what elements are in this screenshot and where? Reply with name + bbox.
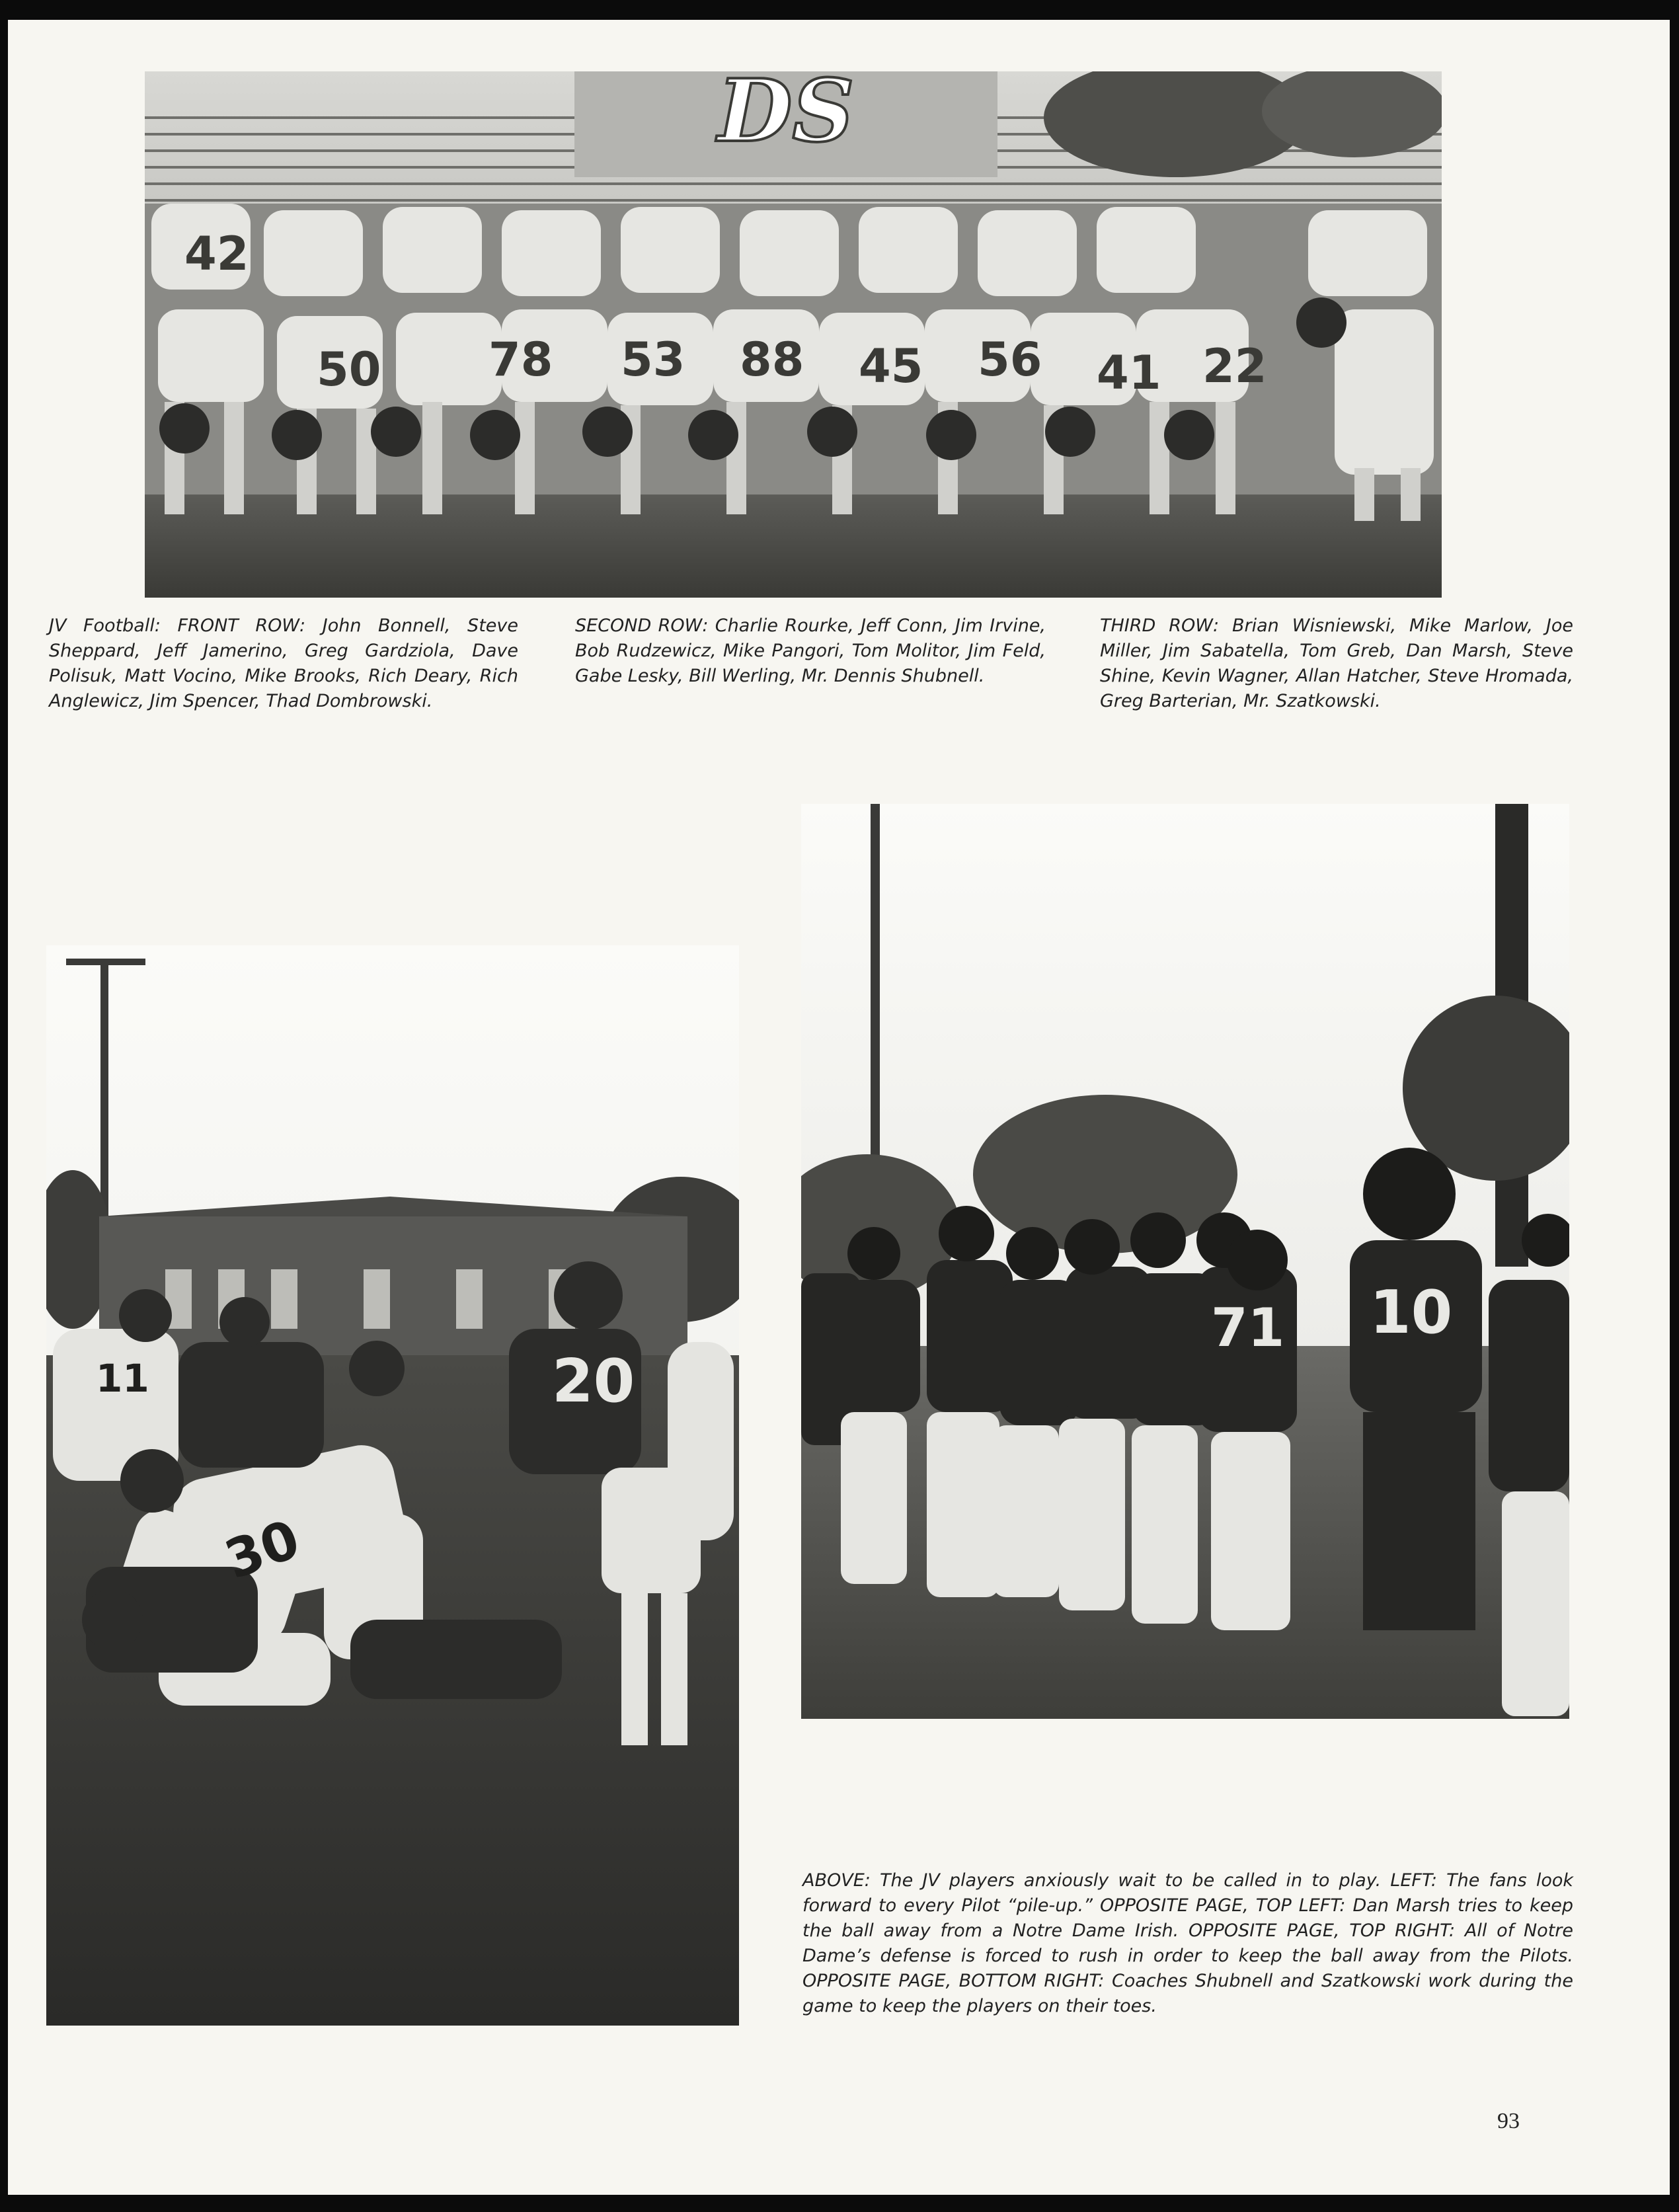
jersey-number: 71 bbox=[1211, 1297, 1285, 1359]
caption-action-photos: ABOVE: The JV players anxiously wait to be called in to play. LEFT: The fans look forward to every Pilot “pile-up.” OPPOSITE PAGE, TOP LEFT: Dan Marsh tries to keep the ball away from a Notre Dame Irish. OPPOSITE PAGE, TOP RIGHT: All of Notre Dame’s defense is forced to rush in order to keep the ball away from the Pilots. OPPOSITE PAGE, BOTTOM RIGHT: Coaches Shubnell and Szatkowski work during the game to keep the players on their toes. bbox=[802, 1870, 1573, 2016]
jersey-number: 41 bbox=[1097, 346, 1161, 400]
jersey-number: 42 bbox=[184, 227, 249, 281]
caption-front-row: JV Football: FRONT ROW: John Bonnell, Steve Sheppard, Jeff Jamerino, Greg Gardziola, Dave Polisuk, Matt Vocino, Mike Brooks, Rich Deary, Rich Anglewicz, Jim Spencer, Thad Dombrowski. bbox=[49, 615, 518, 711]
yearbook-page bbox=[8, 20, 1670, 2195]
page-number: 93 bbox=[1497, 2109, 1520, 2133]
jersey-number: 22 bbox=[1202, 339, 1267, 393]
caption-second-row: SECOND ROW: Charlie Rourke, Jeff Conn, Jim Irvine, Bob Rudzewicz, Mike Pangori, Tom Molitor, Jim Feld, Gabe Lesky, Bill Werling, Mr. Dennis Shubnell. bbox=[575, 615, 1046, 686]
jersey-number: 30 bbox=[217, 1508, 307, 1591]
team-photo bbox=[145, 71, 1442, 598]
scoreboard-text: DS bbox=[717, 71, 855, 161]
jersey-number: 11 bbox=[96, 1356, 149, 1401]
jersey-number: 45 bbox=[859, 339, 923, 393]
jersey-number: 50 bbox=[317, 342, 381, 397]
jersey-number: 20 bbox=[552, 1347, 635, 1416]
pileup-photo bbox=[46, 945, 739, 2026]
jersey-number: 88 bbox=[740, 333, 804, 387]
jersey-number: 56 bbox=[978, 333, 1042, 387]
sideline-photo bbox=[801, 804, 1569, 1719]
jersey-number: 53 bbox=[621, 333, 685, 387]
jersey-number: 10 bbox=[1370, 1278, 1453, 1347]
jersey-number: 78 bbox=[488, 333, 553, 387]
caption-third-row: THIRD ROW: Brian Wisniewski, Mike Marlow, Joe Miller, Jim Sabatella, Tom Greb, Dan Marsh, Steve Shine, Kevin Wagner, Allan Hatcher, Steve Hromada, Greg Barterian, Mr. Szatkowski. bbox=[1100, 615, 1573, 711]
